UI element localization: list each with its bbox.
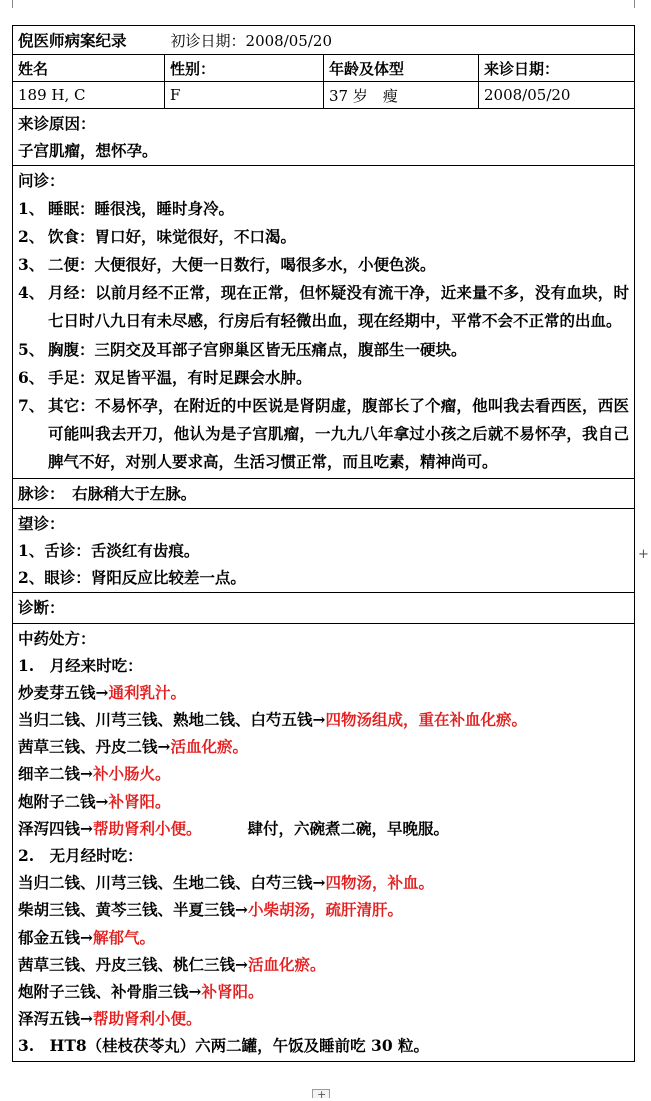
diagnosis-label: 诊断： [18, 598, 65, 618]
inquiry-item-body: 二便：大便很好，大便一日数行，喝很多水，小便色淡。 [48, 254, 436, 274]
corner-mark-top-right [634, 0, 635, 8]
prescription-section [13, 624, 634, 1061]
patient-header-row [13, 55, 634, 82]
age-header: 年龄及体型 [324, 55, 479, 81]
section1-heading: 1. 月经来时吃： [18, 655, 143, 675]
inquiry-item-number: 3、 [18, 254, 45, 274]
rx-line: 细辛二钱→补小肠火。 [18, 764, 171, 784]
inquiry-item [18, 336, 629, 364]
inquiry-item-body: 其它：不易怀孕，在附近的中医说是肾阴虚，腹部长了个瘤，他叫我去看西医，西医可能叫我去开刀，他认为是子宫肌瘤，一九九八年拿过小孩之后就不易怀孕，我自己脾气不好，对别人要求高，生活习惯正常，而且吃素，精神尚可。 [48, 395, 629, 472]
name-header: 姓名 [13, 55, 165, 81]
observation-item: 1、舌诊：舌淡红有齿痕。 [18, 540, 200, 560]
corner-mark-top-left [12, 0, 13, 8]
section3-text: 3. HT8（桂枝茯苓丸）六两二罐，午饭及睡前吃 30 粒。 [18, 1036, 430, 1056]
inquiry-item-body: 月经：以前月经不正常，现在正常，但怀疑没有流干净，近来量不多，没有血块，时七日时八九日有未尽感，行房后有轻微出血，现在经期中，平常不会不正常的出血。 [48, 283, 629, 331]
record-title: 倪医师病案纪录 [18, 31, 127, 50]
reason-text: 子宫肌瘤，想怀孕。 [18, 141, 158, 161]
inquiry-item [18, 223, 629, 251]
inquiry-item-number: 7、 [18, 395, 45, 415]
add-column-icon[interactable]: + [638, 547, 649, 562]
observation-label: 望诊： [18, 513, 65, 533]
sex-header: 性别： [165, 55, 324, 81]
rx-line: 炮附子二钱→补肾阳。 [18, 791, 171, 811]
reason-label: 来诊原因： [18, 114, 96, 133]
rx-line: 当归二钱、川芎三钱、熟地二钱、白芍五钱→四物汤组成，重在补血化瘀。 [18, 710, 528, 730]
section2-heading: 2. 无月经时吃： [18, 846, 143, 866]
rx-line: 炒麦芽五钱→通利乳汁。 [18, 682, 187, 702]
medical-record-table [12, 25, 635, 1062]
inquiry-item [18, 392, 629, 477]
inquiry-item-number: 2、 [18, 226, 45, 246]
reason-section [13, 109, 634, 166]
inquiry-item-body: 手足：双足皆平温，有时足踝会水肿。 [48, 367, 312, 387]
patient-value-row [13, 82, 634, 109]
diagnosis-section [13, 593, 634, 623]
inquiry-item [18, 195, 629, 223]
first-visit-label: 初诊日期： [170, 31, 246, 50]
prescription-label: 中药处方： [18, 628, 96, 648]
first-visit-date: 2008/05/20 [245, 31, 332, 50]
rx-line: 炮附子三钱、补骨脂三钱→补肾阳。 [18, 981, 264, 1001]
pulse-label: 脉诊： [18, 483, 57, 503]
inquiry-item-body: 胸腹：三阴交及耳部子宫卵巢区皆无压痛点，腹部生一硬块。 [48, 339, 467, 359]
visit-date-value: 2008/05/20 [484, 86, 571, 104]
inquiry-item-number: 6、 [18, 367, 45, 387]
rx-line: 泽泻四钱→帮助肾利小便。 肆付，六碗煮二碗，早晚服。 [18, 818, 450, 838]
pulse-section [13, 479, 634, 509]
inquiry-label: 问诊： [18, 171, 65, 191]
first-visit [171, 30, 332, 51]
inquiry-section [13, 166, 634, 478]
rx-line: 柴胡三钱、黄芩三钱、半夏三钱→小柴胡汤，疏肝清肝。 [18, 900, 404, 920]
pulse-text: 右脉稍大于左脉。 [72, 483, 197, 503]
rx-line: 茜草三钱、丹皮二钱→活血化瘀。 [18, 737, 249, 757]
age-value: 37 岁 瘦 [324, 82, 479, 108]
inquiry-item-body: 饮食：胃口好，味觉很好，不口渴。 [48, 226, 297, 246]
add-row-icon[interactable]: + [317, 1088, 327, 1101]
pulse-line [18, 480, 629, 507]
inquiry-item [18, 364, 629, 392]
rx-line: 茜草三钱、丹皮三钱、桃仁三钱→活血化瘀。 [18, 954, 326, 974]
dosage-instructions: 肆付，六碗煮二碗，早晚服。 [247, 818, 450, 838]
inquiry-item-number: 1、 [18, 198, 45, 218]
rx-line: 郁金五钱→解郁气。 [18, 927, 156, 947]
rx-line: 当归二钱、川芎三钱、生地二钱、白芍三钱→四物汤，补血。 [18, 873, 435, 893]
inquiry-item-number: 4、 [18, 283, 45, 303]
rx-line: 泽泻五钱→帮助肾利小便。 [18, 1009, 202, 1029]
inquiry-item-body: 睡眠：睡很浅，睡时身冷。 [48, 198, 235, 218]
inquiry-item-number: 5、 [18, 339, 45, 359]
visit-date-header: 来诊日期： [484, 59, 560, 78]
inquiry-item [18, 251, 629, 279]
sex-value: F [165, 82, 324, 108]
inquiry-item [18, 279, 629, 335]
observation-item: 2、眼诊：肾阳反应比较差一点。 [18, 568, 246, 588]
name-value: 189 H, C [13, 82, 165, 108]
title-row [13, 26, 634, 55]
observation-section [13, 509, 634, 594]
